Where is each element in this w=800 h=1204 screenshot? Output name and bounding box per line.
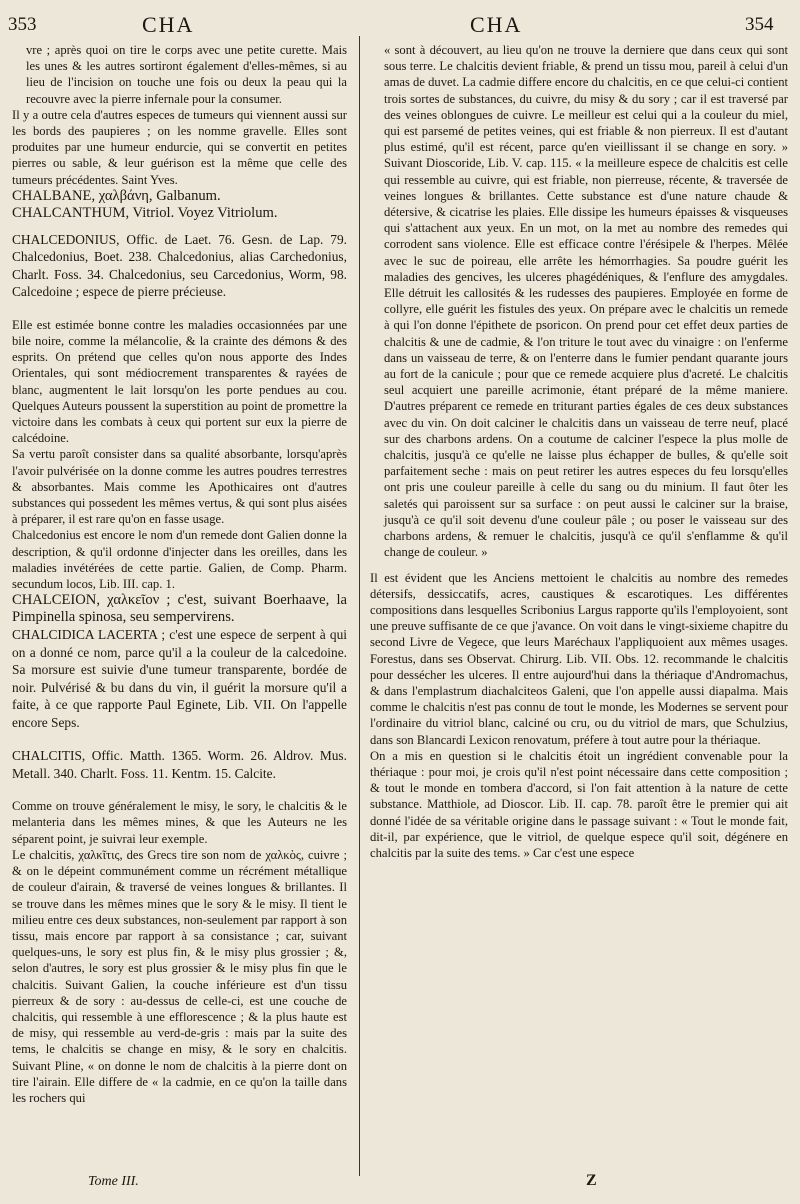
volume-label: Tome III. (88, 1174, 139, 1189)
entry-heading-paragraph: CHALCITIS, Offic. Matth. 1365. Worm. 26. Aldrov. Mus. Metall. 340. Charlt. Foss. 11. Kentm. 15. Calcite. (12, 748, 347, 781)
right-running-head: CHA (470, 12, 523, 37)
entry-heading-paragraph: CHALBANE, χαλβάνη, Galbanum. (12, 187, 221, 204)
entry-heading-paragraph: CHALCEDONIUS, Offic. de Laet. 76. Gesn. de Lap. 79. Chalcedonius, Boet. 238. Chalcedonius, alias Carchedonius, Charlt. Foss. 34. Chalcedonius, seu Carcedonius, Worm, 98. Calcedoine ; espece de pierre précieuse. (12, 231, 347, 300)
body-paragraph: « sont à découvert, au lieu qu'on ne trouve la derniere que dans ceux qui sont sous terre. Le chalcitis devient friable, & prend un tissu mou, pareil à celui d'un amas de duvet. La cadmie differe encore du chalcitis, en ce que celui-ci contient trois sortes de substances, du cuivre, du misy & du sory ; car il est traversé par des veines oblongues de cuivre. Le meilleur est celui qui a la couleur du miel, qui est parsemé de petites veines, qui est friable & non pierreux. Il est d'autant plus estimé, qu'il est récent, parce qu'en vieillissant il se change en sory. » Suivant Dioscoride, Lib. V. cap. 115. « la meilleure espece de chalcitis est celle qui ressemble au cuivre, qui est friable, non pierreuse, récente, & traversée de veines longues & brillantes. Cette substance est d'une nature chaude & détersive, & cicatrise les plaies. Elle dissipe les humeurs épaisses & visqueuses qui s'attachent aux yeux. En un mot, on la met au nombre des remedes qui corrodent sans violence. Elle est efficace contre l'érésipele & l'herpes. Mêlée avec le suc de poireau, elle arrête les hémorrhagies. Sa poudre guérit les maladies des gencives, les ulceres phagédéniques, & l'enflure des amygdales. Elle détruit les callosités & les rudesses des paupieres. Employée en forme de collyre, elle guérit les fistules des yeux. On prépare avec le chalcitis un remede à qui l'on donne l'épithete de psoricon. On prend pour cet effet deux parties de chalcitis & une de cadmie, & l'on triture le tout avec du vinaigre : on l'enferme dans un vaisseau de terre, & on l'enterre dans le fumier pendant quarante jours au fort de la canicule ; pour que ce remede acquiere plus d'acreté. Le chalcitis seul acquiert une pareille acrimonie, étant préparé de la même maniere. D'autres préparent ce remede en triturant parties égales de ces deux substances avec du vin. On doit calciner le chalcitis dans un vaisseau de terre neuf, placé sur des charbons ardens. On a coutume de calciner l'espece la plus molle de chalcitis, jusqu'à ce qu'elle ne laisse plus échapper de bulles, & qu'elle soit parfaitement seche : mais on peut retirer les autres especes du feu lorsqu'elles ont pris une couleur pareille à celle du sang ou du minium. Il faut ôter les saletés qui paroissent sur sa surface : on peut aussi le calciner sur la braise, jusqu'à ce qu'il soit devenu d'une couleur pâle ; ou poser le vaisseau sur des charbons ardens, & remuer le chalcitis, jusqu'à ce qu'il s'enflamme & qu'il change de couleur. » (384, 43, 788, 560)
body-paragraph: Comme on trouve généralement le misy, le sory, le chalcitis & le melanteria dans les mêmes mines, & que les Auteurs ne les séparent point, je suivrai leur exemple. (12, 799, 347, 846)
right-page-number: 354 (745, 14, 774, 35)
body-paragraph: Il est évident que les Anciens mettoient le chalcitis au nombre des remedes détersifs, dessiccatifs, acres, caustiques & escarotiques. Les différentes compositions dans lesquelles Scribonius Largus rapporte qu'ils l'employoient, sont une preuve suffisante de ce que j'avance. On voit dans le vingt-sixieme chapitre du second Livre de Vegece, que leurs Maréchaux l'appliquoient aux mêmes usages. Forestus, dans ses Observat. Chirurg. Lib. VII. Obs. 12. recommande le chalcitis pour dessécher les ulceres. Il entre aujourd'hui dans la thériaque d'Andromachus, & dans l'emplastrum diachalciteos Galeni, que l'on appelle aussi diapalma. Mais comme le chalcitis n'est pas connu de tout le monde, les Modernes se servent pour l'ordinaire du vitriol blanc, calciné ou cru, ou du vitriol de mars, que Schulzius, dans son Blancardi Lexicon renovatum, préfere à tout autre pour la thériaque. (370, 570, 788, 747)
entry-heading-paragraph: CHALCIDICA LACERTA ; c'est une espece de serpent à qui on a donné ce nom, parce qu'il a la couleur de la calcedoine. Sa morsure est suivie d'une tumeur transparente, bordée de noir. Pulvérisé & bu dans du vin, il guérit la morsure qu'il a faite, à ce que rapporte Paul Eginete, Lib. VII. On l'appelle encore Seps. (12, 627, 347, 730)
entry-heading-paragraph: CHALCANTHUM, Vitriol. Voyez Vitriolum. (12, 204, 278, 221)
body-paragraph: Il y a outre cela d'autres especes de tumeurs qui viennent aussi sur les bords des paupieres ; on les nomme gravelle. Elles sont produites par une humeur endurcie, qui se convertit en petites pierres ou sable, & leur guérison est la même que celle des tumeurs précédentes. Saint Yves. (12, 107, 347, 187)
right-column (370, 42, 788, 1176)
column-divider (359, 36, 360, 1176)
entry-heading-paragraph: CHALCEION, χαλκεῖον ; c'est, suivant Boerhaave, la Pimpinella spinosa, seu sempervirens. (12, 592, 347, 626)
body-paragraph: Le chalcitis, χαλκῖτις, des Grecs tire son nom de χαλκὸς, cuivre ; & on le dépeint communément comme un récrément métallique de couleur d'airain, & traversé de veines longues & brillantes. Il se trouve dans les mêmes mines que le sory & le misy. Il tient le milieu entre ces deux substances, non-seulement par rapport à son tissu, mais encore par rapport à sa consistance ; car, suivant quelques-uns, le sory est plus fin, & le misy plus grossier ; &, selon d'autres, le sory est plus grossier & le misy plus fin que le chalcitis. Suivant Galien, la couche inférieure est d'un tissu pierreux & de sory : au-dessus de celle-ci, est une couche de chalcitis, qui ressemble à une efflorescence ; & la plus haute est de misy, qui ressemble au verd-de-gris : mais par la suite des tems, le chalcitis se change en misy, & le sory en chalcitis. Suivant Pline, « on donne le nom de chalcitis à la pierre dont on tire l'airain. Elle differe de « la cadmie, en ce qu'on la taille dans les rochers qui (12, 847, 347, 1105)
running-header (0, 10, 800, 40)
body-paragraph: Elle est estimée bonne contre les maladies occasionnées par une bile noire, comme la mélancolie, & la crainte des démons & des esprits. On prétend que celles qu'on nous apporte des Indes Orientales, qui sont médiocrement transparentes & rayées de blanc, augmentent le lait lorsqu'on les porte pendues au cou. Quelques Auteurs poussent la superstition au point de promettre la victoire dans les combats à ceux qui portent sur eux la pierre de calcédoine. (12, 317, 347, 446)
body-paragraph: Chalcedonius est encore le nom d'un remede dont Galien donne la description, & qu'il ordonne d'injecter dans les oreilles, dans les maladies invétérées de cette partie. Galien, de Comp. Pharm. secundum locos, Lib. III. cap. 1. (12, 528, 347, 592)
body-paragraph: vre ; après quoi on tire le corps avec une petite curette. Mais les unes & les autres sortiront également d'elles-mêmes, si au lieu de l'incision on touche une fois ou deux la peau qui la recouvre avec la pierre infernale pour la consumer. (26, 43, 347, 106)
body-paragraph: On a mis en question si le chalcitis étoit un ingrédient convenable pour la thériaque : pour moi, je crois qu'il n'est point nécessaire dans cette composition ; & tout le monde en tombera d'accord, si l'on fait attention à la nature de cette substance. Matthiole, ad Dioscor. Lib. II. cap. 78. paroît être le premier qui ait donné l'idée de sa véritable origine dans le passage suivant : « Tout le monde fait, dit-il, par expérience, que le vitriol, de quelque espece qu'il soit, dégénere en chalcitis par la suite des tems. » Car c'est une espece (370, 748, 788, 860)
left-running-head: CHA (142, 12, 195, 37)
body-paragraph: Sa vertu paroît consister dans sa qualité absorbante, lorsqu'après l'avoir pulvérisée on la donne comme les autres poudres terrestres & absorbantes. Mais comme les Apothicaires ont d'autres substances qui possedent les mêmes vertus, & qui sont plus aisées à préparer, il est rare qu'on en fasse usage. (12, 447, 347, 527)
left-column (12, 42, 347, 1176)
signature-mark: Z (586, 1172, 597, 1189)
page-footer (0, 1172, 800, 1198)
left-page-number: 353 (8, 14, 37, 35)
